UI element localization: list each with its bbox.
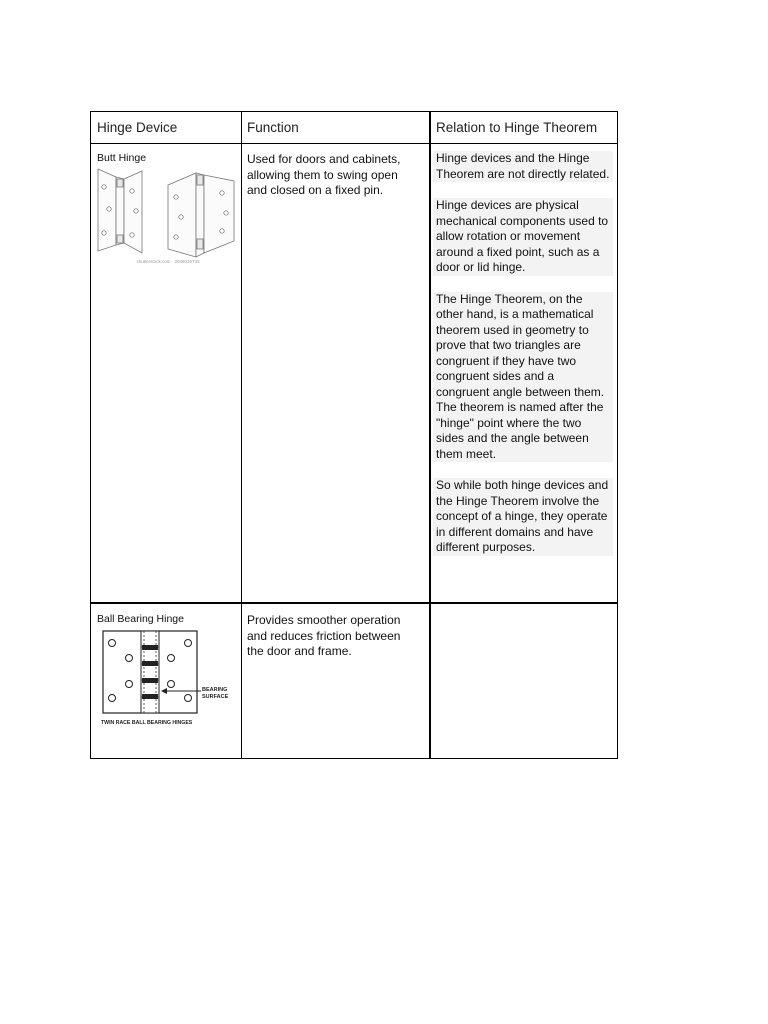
ball-bearing-hinge-diagram (97, 628, 239, 730)
bearing-label: BEARING (202, 687, 228, 693)
image-credit: shutterstock.com · 2046025733 (136, 259, 200, 264)
column-divider-1 (241, 112, 242, 758)
row1-device-name: Butt Hinge (97, 152, 147, 164)
diagram-caption: TWIN RACE BALL BEARING HINGES (101, 720, 193, 726)
relation-paragraph: So while both hinge devices and the Hinge Theorem involve the concept of a hinge, they operate in different domains and have different purposes. (433, 478, 613, 556)
ball-bearing-hinge-illustration (97, 628, 239, 730)
row-divider (91, 602, 617, 604)
header-hinge-device: Hinge Device (97, 120, 178, 135)
column-divider-2 (429, 112, 431, 758)
header-function: Function (247, 120, 299, 135)
relation-paragraph: Hinge devices and the Hinge Theorem are not directly related. (433, 151, 613, 182)
row1-function: Used for doors and cabinets, allowing them to swing open and closed on a fixed pin. (247, 152, 401, 197)
surface-label: SURFACE (202, 694, 229, 700)
row2-function: Provides smoother operation and reduces friction between the door and frame. (247, 613, 401, 658)
relation-paragraph: Hinge devices are physical mechanical components used to allow rotation or movement around a fixed point, such as a door or lid hinge. (433, 198, 613, 276)
relation-paragraph: The Hinge Theorem, on the other hand, is a mathematical theorem used in geometry to prove that two triangles are congruent if they have two congruent sides and a congruent angle between them. The theorem is named after the "hinge" point where the two sides and the angle between them meet. (433, 292, 613, 463)
butt-hinge-image (96, 165, 238, 265)
header-relation: Relation to Hinge Theorem (436, 120, 598, 135)
header-divider (91, 143, 617, 144)
row1-relation (433, 151, 613, 572)
hinge-table (90, 111, 618, 759)
row2-device-name: Ball Bearing Hinge (97, 613, 184, 625)
butt-hinge-illustration (96, 165, 238, 265)
